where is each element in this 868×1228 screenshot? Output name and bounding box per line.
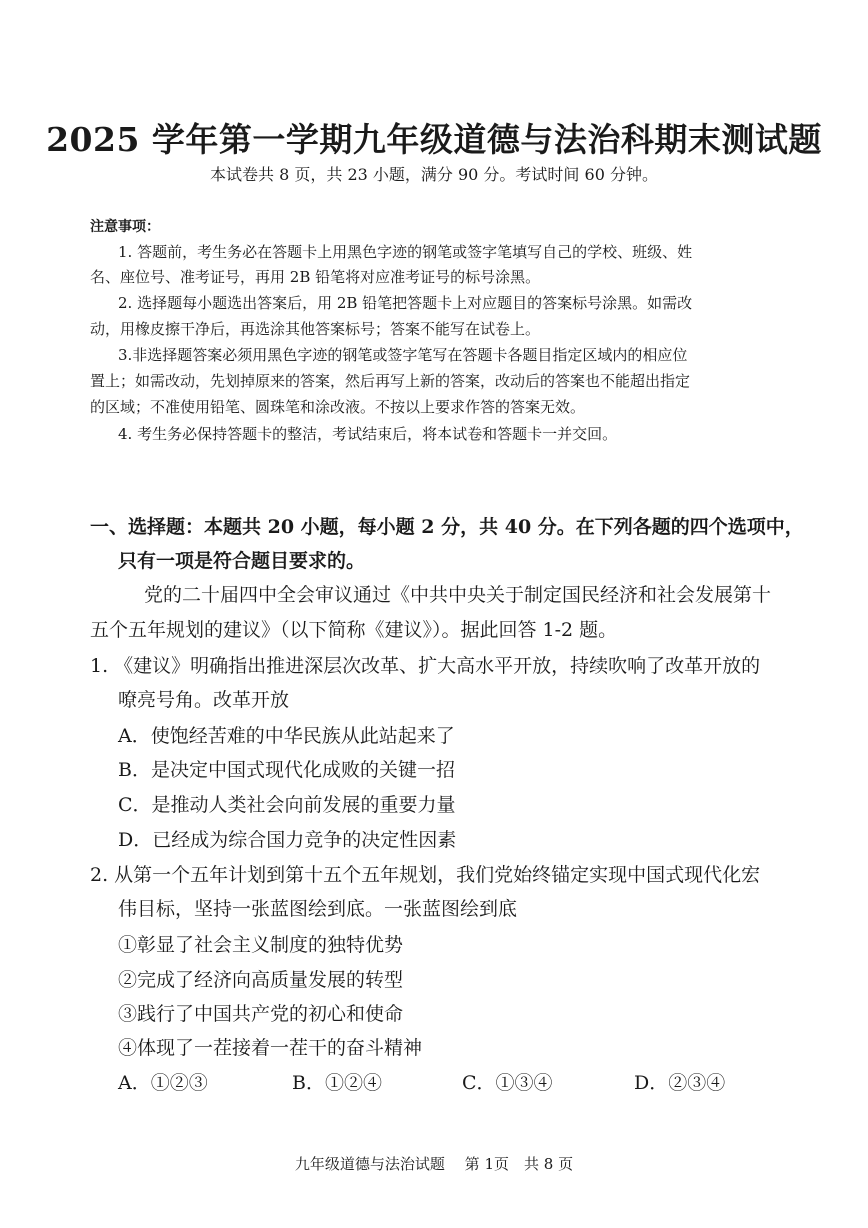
section-heading: 一、选择题：本题共 20 小题，每小题 2 分，共 40 分。在下列各题的四个选项中， [90, 516, 804, 538]
material-intro: 党的二十届四中全会审议通过《中共中央关于制定国民经济和社会发展第十 [144, 584, 772, 606]
notice-line: 动，用橡皮擦干净后，再选涂其他答案标号；答案不能写在试卷上。 [90, 320, 541, 338]
section-heading-cont: 只有一项是符合题目要求的。 [118, 550, 366, 572]
question-1-stem: 1. 《建议》明确指出推进深层次改革、扩大高水平开放，持续吹响了改革开放的 [90, 655, 761, 677]
notice-line: 4. 考生务必保持答题卡的整洁，考试结束后，将本试卷和答题卡一并交回。 [118, 425, 618, 443]
question-2-statement: ③践行了中国共产党的初心和使命 [118, 1003, 404, 1025]
question-2-stem: 伟目标，坚持一张蓝图绘到底。一张蓝图绘到底 [118, 898, 518, 920]
page-footer: 九年级道德与法治试题 第 1页 共 8 页 [294, 1155, 574, 1173]
question-2-option-b: B．①②④ [292, 1072, 382, 1094]
question-1-option-c: C．是推动人类社会向前发展的重要力量 [118, 794, 456, 816]
notice-line: 1. 答题前，考生务必在答题卡上用黑色字迹的钢笔或签字笔填写自己的学校、班级、姓 [118, 243, 693, 261]
question-2-statement: ②完成了经济向高质量发展的转型 [118, 969, 404, 991]
question-1-option-a: A．使饱经苦难的中华民族从此站起来了 [118, 725, 455, 747]
exam-info: 本试卷共 8 页，共 23 小题，满分 90 分。考试时间 60 分钟。 [210, 165, 658, 184]
question-2-stem: 2. 从第一个五年计划到第十五个五年规划，我们党始终锚定实现中国式现代化宏 [90, 864, 761, 886]
notice-line: 名、座位号、准考证号，再用 2B 铅笔将对应准考证号的标号涂黑。 [90, 268, 541, 286]
question-2-option-c: C．①③④ [462, 1072, 553, 1094]
question-2-option-d: D．②③④ [634, 1072, 726, 1094]
question-2-statement: ①彰显了社会主义制度的独特优势 [118, 934, 404, 956]
question-2-statement: ④体现了一茬接着一茬干的奋斗精神 [118, 1037, 423, 1059]
question-1-option-b: B．是决定中国式现代化成败的关键一招 [118, 759, 455, 781]
material-intro: 五个五年规划的建议》（以下简称《建议》）。据此回答 1-2 题。 [90, 619, 618, 641]
question-2-option-a: A．①②③ [118, 1072, 208, 1094]
notice-line: 2. 选择题每小题选出答案后，用 2B 铅笔把答题卡上对应题目的答案标号涂黑。如需改 [118, 294, 693, 312]
question-1-option-d: D．已经成为综合国力竞争的决定性因素 [118, 829, 457, 851]
notice-line: 3.非选择题答案必须用黑色字迹的钢笔或签字笔写在答题卡各题目指定区域内的相应位 [118, 346, 688, 364]
notice-line: 置上；如需改动，先划掉原来的答案，然后再写上新的答案，改动后的答案也不能超出指定 [90, 372, 691, 390]
notice-line: 的区域；不准使用铅笔、圆珠笔和涂改液。不按以上要求作答的答案无效。 [90, 398, 586, 416]
page-title: 2025 学年第一学期九年级道德与法治科期末测试题 [46, 120, 822, 159]
notice-heading: 注意事项： [90, 219, 160, 235]
question-1-stem: 嘹亮号角。改革开放 [118, 689, 290, 711]
